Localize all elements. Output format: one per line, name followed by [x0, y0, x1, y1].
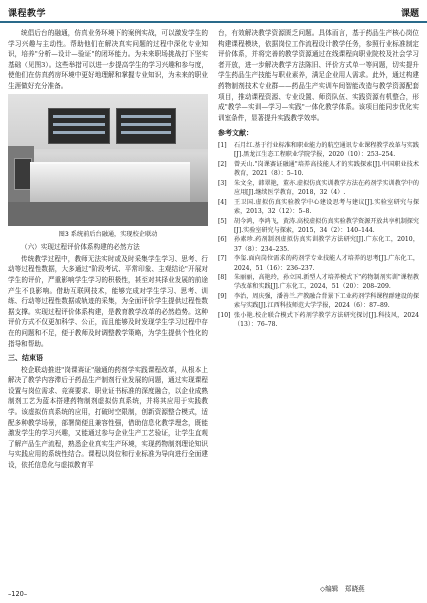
figure-3-caption: 图3 系统前后台融通，实现校企联动 [58, 230, 158, 238]
reference-item [218, 235, 419, 253]
reference-number: [9] [218, 293, 227, 301]
left-paragraph-1: 统倡后台的融通，仿真业务环境下的案例实战，可以激发学生的学习兴趣与主动性。帮助他们在解决真实问题的过程中深化专业知识，培养"分析—设计—验证"的闭环能力。为未来职场挑战打下坚实基础（见图3）。这些举措可以进一步提高学生的学习兴趣和参与度，使他们在仿真药房环境中更好地理解和掌握专业知识，为未来的职业生涯做好充分准备。 [8, 29, 208, 90]
reference-item [218, 292, 419, 310]
reference-number: [5] [218, 217, 227, 225]
reference-number: [7] [218, 255, 227, 263]
reference-number: [4] [218, 198, 227, 206]
reference-text: 李玺.面向岗位需求的药剂学专业技能人才培养的思考[J].广东化工，2024，51（16）：236–237. [234, 255, 419, 272]
figure-3-photo [8, 94, 208, 226]
reference-text: 李治，周庆强，潘善兰.产教融合背景下工业药剂学科课程群建设的探索与实践[J].江西科技师范大学学报，2024（6）：87–89. [234, 293, 419, 310]
reference-item [218, 198, 419, 216]
editor-credit: ◇编辑 郑晓燕 [320, 585, 365, 593]
references-heading: 参考文献： [218, 129, 253, 138]
reference-text: 朱文全，韩翠艳，董亦.虚拟仿真实训教学方法在药剂学实训教学中的应用[J].继续医学教育，2018，32（4）. [234, 179, 419, 196]
reference-text: 朱丽丽，高艳玲，孙立国.新型人才培养模式下"药物制剂实训"课程教学改革和实践[J].广东化工，2024，51（20）：208–209. [234, 274, 419, 291]
figure-floor [8, 202, 208, 226]
reference-item [218, 273, 419, 291]
reference-item [218, 311, 419, 329]
reference-text: 曾天山."岗课赛证融通"培养高技能人才的实践探索[J].中国职业技术教育，2021（8）：5–10. [234, 160, 419, 178]
reference-item [218, 141, 419, 159]
references-list [218, 141, 419, 330]
reference-item [218, 254, 419, 272]
reference-item [218, 179, 419, 197]
right-paragraph-1: 台，有效解决教学资源匮乏问题。具体而言，基于药品生产核心岗位构建课程模块，依据岗位工作流程设计教学任务，参照行业标准制定评价体系，并将完善的教学资源通过在线课程向职业院校及社会学习者开放，进一步解决教学方法陈旧、评价方式单一等问题，切实提升学生药品生产技能与职业素养，满足企业用人需求。此外，通过构建药物制剂技术专业群——药品生产实训车间智能改造与教学资源配套项目，推动课程资源、专业设置、师资队伍、实践资源有机整合，形成"教学—实训—学习—实践"一体化教学体系。该项目能同步优化实训室条件，显著提升实践教学效率。 [218, 29, 419, 122]
reference-number: [8] [218, 274, 227, 282]
header-rule [0, 21, 427, 23]
reference-number: [10] [218, 312, 231, 320]
reference-number: [3] [218, 179, 227, 187]
reference-text: 石月红.基于行业标准和职业能力的航空通讯专业课程教学改革与实践[J].黑龙江生态工程职业学院学报，2020（10）：253–254. [234, 141, 419, 159]
page-number: –120– [8, 590, 28, 598]
figure-screen-left [48, 108, 110, 144]
running-header [0, 0, 427, 22]
reference-item [218, 160, 419, 178]
reference-item [218, 217, 419, 235]
reference-text: 孙素珍.药剂制剂虚拟仿真实训教学方法研究[J].广东化工，2010，37（8）：234–235. [234, 236, 419, 253]
reference-text: 胡今鸿，李鸿飞，黄涛.高校虚拟仿真实验教学资源开放共享机制探究[J].实验室研究与探索，2015，34（2）：140–144. [234, 217, 419, 234]
reference-number: [1] [218, 141, 227, 149]
left-column [8, 28, 208, 593]
left-paragraph-3: 校企联动推进"岗课赛证"融通的药剂学实践课程改革，从根本上解决了教学内容滞后于药品生产制剂行业发展的问题，通过实现课程设置与岗位需求、竞赛要求、职业证书标准的深度融合，以企业成熟制剂工艺为蓝本搭建药物制剂虚拟仿真系统，并将其应用于实践教学。该虚拟仿真系统的应用，打破时空限制，创新资源整合模式，适配多种教学场景，部署简便且兼容性强，借助信息化教学理念，既能激发学生的学习兴趣，又能通过参与企业生产工艺验证，让学生直观了解产品生产流程，熟悉企业真实生产环境，实现药物制剂理论知识与实践应用的系统性结合。课程以岗位和行业标准为导向进行全面建设，依托信息化与虚拟教育平 [8, 365, 208, 470]
header-journal-section: 课程教学 [8, 9, 47, 19]
left-paragraph-2: 传统教学过程中，教师无法实时或及时采集学生学习、思考、行动等过程性数据，大多通过"阶段考试、平常印象、主观结论"开展对学生的评价，严重影响学生学习的积极性，甚至对其择业发展的前途产生不良影响。借助互联网技术，能够完成对学生学习、思考、训练、行动等过程性数据或轨迹的采集，为全面评价学生提供过程性数据支撑。实现过程评价体系构建，是教育教学改革的必然趋势。这种评价方式不仅更加科学、公正，而且能够及时发现学生学习过程中存在的问题和不足，便于教师及时调整教学策略，为学生提供个性化的指导和帮助。 [8, 254, 208, 348]
figure-counter [30, 162, 190, 204]
reference-number: [6] [218, 236, 227, 244]
header-column-name: 课题 [400, 9, 419, 19]
reference-text: 张小艳.校企联合模式下药剂学教学方法研究探讨[J].科技风，2024（13）：76–78. [234, 312, 419, 329]
right-column [218, 28, 419, 593]
figure-screen-right [116, 108, 176, 144]
reference-number: [2] [218, 160, 227, 168]
section-heading-conclusion: 三、结束语 [8, 354, 43, 363]
subsection-heading: （六）实现过程评价体系构建的必然方法 [21, 243, 140, 252]
reference-text: 王卫国.虚拟仿真实验教学中心建设思考与建议[J].实验室研究与探索，2013，32（12）：5–8. [234, 198, 419, 215]
